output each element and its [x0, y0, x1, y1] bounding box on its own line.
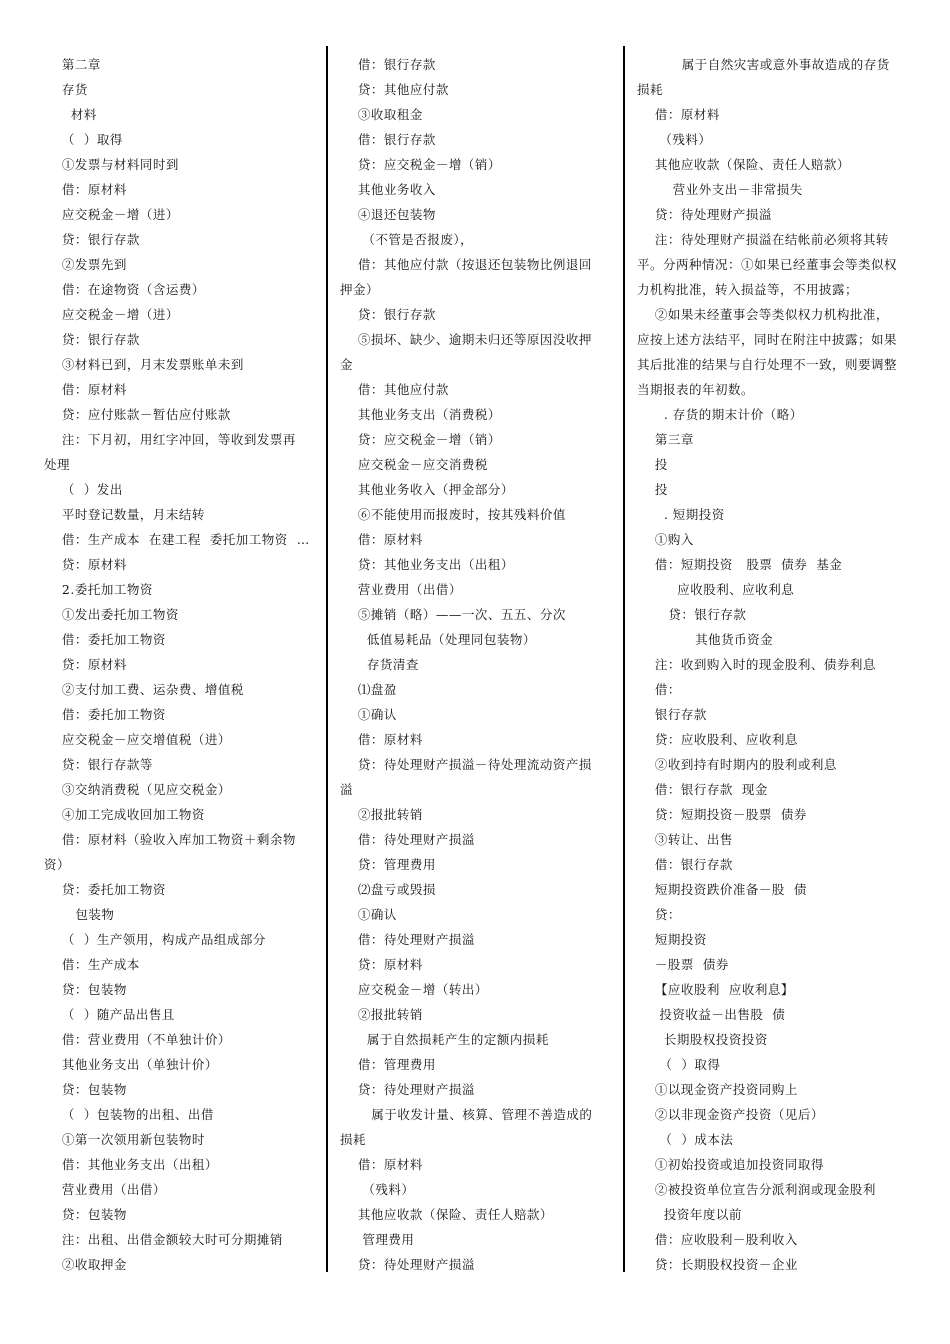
text-line: （ ）随产品出售且 — [44, 1007, 175, 1022]
text-line: 贷：银行存款 — [340, 307, 436, 322]
text-line: 贷：包装物 — [44, 982, 127, 997]
text-line: ②报批转销 — [340, 807, 423, 822]
text-line: 2.委托加工物资 — [44, 582, 153, 597]
text-line: ⑤损坏、缺少、逾期未归还等原因没收押 — [340, 332, 592, 347]
text-line: 其他应收款（保险、责任人赔款） — [637, 157, 850, 172]
text-line: ②被投资单位宣告分派利润或现金股利 — [637, 1182, 876, 1197]
text-line: 低值易耗品（处理同包装物） — [340, 632, 536, 647]
text-line: 押金） — [340, 282, 380, 297]
text-line: 其他业务支出（消费税） — [340, 407, 501, 422]
text-line: 应交税金－应交消费税 — [340, 457, 488, 472]
text-line: 营业外支出－非常损失 — [637, 182, 803, 197]
text-line: 属于自然损耗产生的定额内损耗 — [340, 1032, 549, 1047]
text-line: 贷：其他业务支出（出租） — [340, 557, 514, 572]
text-line: 其他业务收入（押金部分） — [340, 482, 514, 497]
text-line: 借：银行存款 — [340, 132, 436, 147]
text-line: ③材料已到，月末发票账单未到 — [44, 357, 244, 372]
text-line: 材料 — [44, 107, 97, 122]
text-line: 借：短期投资 股票 债券 基金 — [637, 557, 843, 572]
text-line: 【应收股利 应收利息】 — [637, 982, 794, 997]
text-line: 应交税金－应交增值税（进） — [44, 732, 231, 747]
text-line: 投资年度以前 — [637, 1207, 742, 1222]
text-line: 损耗 — [340, 1132, 367, 1147]
text-line: 应按上述方法结平，同时在附注中披露；如果 — [637, 332, 898, 347]
text-column-3 — [637, 52, 909, 1277]
text-line: －股票 债券 — [637, 957, 729, 972]
text-line: ①确认 — [340, 707, 397, 722]
text-line: 借：在途物资（含运费） — [44, 282, 205, 297]
text-line: 贷：短期投资－股票 债券 — [637, 807, 807, 822]
text-line: ⑵盘亏或毁损 — [340, 882, 436, 897]
text-line: 借：银行存款 — [340, 57, 436, 72]
text-line: 包装物 — [44, 907, 115, 922]
text-line: 贷：待处理财产损溢 — [637, 207, 772, 222]
text-line: 借：原材料（验收入库加工物资＋剩余物 — [44, 832, 296, 847]
text-line: （ ）生产领用，构成产品组成部分 — [44, 932, 266, 947]
text-line: ②发票先到 — [44, 257, 127, 272]
text-line: ①第一次领用新包装物时 — [44, 1132, 205, 1147]
text-line: 银行存款 — [637, 707, 707, 722]
text-line: （残料） — [637, 132, 712, 147]
text-line: ③收取租金 — [340, 107, 423, 122]
text-line: 借：其他业务支出（出租） — [44, 1157, 218, 1172]
text-line: 贷：委托加工物资 — [44, 882, 166, 897]
column-divider-left — [326, 46, 328, 1272]
column-divider-right — [623, 46, 625, 1272]
text-line: ①初始投资或追加投资同取得 — [637, 1157, 824, 1172]
text-line: 借：其他应付款（按退还包装物比例退回 — [340, 257, 592, 272]
text-line: ⑥不能使用而报废时，按其残料价值 — [340, 507, 566, 522]
text-line: 金 — [340, 357, 354, 372]
text-line: 属于自然灾害或意外事故造成的存货 — [637, 57, 890, 72]
text-line: 投 — [637, 457, 668, 472]
text-line: 注：待处理财产损溢在结帐前必须将其转 — [637, 232, 889, 247]
text-line: 贷：银行存款 — [44, 232, 140, 247]
text-line: 贷：银行存款 — [44, 332, 140, 347]
text-line: 借：原材料 — [637, 107, 720, 122]
text-line: 长期股权投资投资 — [637, 1032, 768, 1047]
text-line: 处理 — [44, 457, 71, 472]
text-line: 借：生产成本 — [44, 957, 140, 972]
text-line: ②如果未经董事会等类似权力机构批准， — [637, 307, 889, 322]
text-line: 平时登记数量，月末结转 — [44, 507, 205, 522]
text-line: 注：收到购入时的现金股利、债券利息 — [637, 657, 876, 672]
text-line: 贷：待处理财产损溢 — [340, 1257, 475, 1272]
text-line: （ ）包装物的出租、出借 — [44, 1107, 214, 1122]
text-line: ⑴盘盈 — [340, 682, 397, 697]
text-column-1 — [44, 52, 316, 1277]
text-line: 借：银行存款 — [637, 857, 733, 872]
text-line: . 存货的期末计价（略） — [637, 407, 803, 422]
text-line: 投 — [637, 482, 668, 497]
text-line: 第三章 — [637, 432, 694, 447]
text-line: 借：原材料 — [44, 382, 127, 397]
text-line: 第二章 — [44, 57, 101, 72]
text-line: 注：下月初，用红字冲回，等收到发票再 — [44, 432, 296, 447]
text-line: 贷：长期股权投资－企业 — [637, 1257, 798, 1272]
text-line: 溢 — [340, 782, 354, 797]
text-line: ①以现金资产投资同购上 — [637, 1082, 798, 1097]
text-line: 贷：原材料 — [340, 957, 423, 972]
text-line: ②报批转销 — [340, 1007, 423, 1022]
text-line: ③转让、出售 — [637, 832, 733, 847]
text-line: 属于收发计量、核算、管理不善造成的 — [340, 1107, 593, 1122]
text-line: ③交纳消费税（见应交税金） — [44, 782, 231, 797]
text-line: （ ）取得 — [637, 1057, 721, 1072]
text-line: （不管是否报废）， — [340, 232, 474, 247]
text-line: 资） — [44, 857, 71, 872]
text-line: （ ）发出 — [44, 482, 123, 497]
text-line: 贷：银行存款 — [637, 607, 747, 622]
text-line: 贷：应交税金－增（销） — [340, 157, 501, 172]
text-line: 贷：原材料 — [44, 557, 127, 572]
text-line: ①确认 — [340, 907, 397, 922]
text-line: 力机构批准，转入损益等，不用披露； — [637, 282, 859, 297]
text-line: 贷：应付账款－暂估应付账款 — [44, 407, 231, 422]
text-line: 当期报表的年初数。 — [637, 382, 755, 397]
text-line: 应交税金－增（转出） — [340, 982, 488, 997]
text-line: 借：营业费用（不单独计价） — [44, 1032, 231, 1047]
text-line: 损耗 — [637, 82, 664, 97]
text-line: 存货清查 — [340, 657, 419, 672]
text-column-2 — [340, 52, 612, 1277]
text-line: 存货 — [44, 82, 88, 97]
text-line: 应收股利、应收利息 — [637, 582, 795, 597]
text-line: 平。分两种情况：①如果已经董事会等类似权 — [637, 257, 898, 272]
text-line: （ ）取得 — [44, 132, 123, 147]
text-line: 应交税金－增（进） — [44, 307, 179, 322]
text-line: 借：委托加工物资 — [44, 632, 166, 647]
text-line: 借：原材料 — [340, 1157, 423, 1172]
text-line: ④退还包装物 — [340, 207, 436, 222]
text-line: 借：管理费用 — [340, 1057, 436, 1072]
text-line: . 短期投资 — [637, 507, 725, 522]
text-line: 借：原材料 — [340, 732, 423, 747]
text-line: 其他应收款（保险、责任人赔款） — [340, 1207, 553, 1222]
text-line: （ ）成本法 — [637, 1132, 734, 1147]
text-line: ②收取押金 — [44, 1257, 127, 1272]
text-line: 借：委托加工物资 — [44, 707, 166, 722]
text-line: 借：原材料 — [44, 182, 127, 197]
text-line: 贷：原材料 — [44, 657, 127, 672]
text-line: ①购入 — [637, 532, 694, 547]
text-line: ④加工完成收回加工物资 — [44, 807, 205, 822]
text-line: 借：原材料 — [340, 532, 423, 547]
text-line: ②以非现金资产投资（见后） — [637, 1107, 824, 1122]
text-line: 注：出租、出借金额较大时可分期摊销 — [44, 1232, 283, 1247]
text-line: 贷：银行存款等 — [44, 757, 153, 772]
text-line: 借： — [637, 682, 681, 697]
text-line: 投资收益－出售股 债 — [637, 1007, 786, 1022]
text-line: 其后批准的结果与自行处理不一致，则要调整 — [637, 357, 898, 372]
text-line: 应交税金－增（进） — [44, 207, 179, 222]
text-line: 借：其他应付款 — [340, 382, 449, 397]
text-line: 贷：其他应付款 — [340, 82, 449, 97]
text-line: 管理费用 — [340, 1232, 415, 1247]
text-line: 借：银行存款 现金 — [637, 782, 768, 797]
text-line: ②支付加工费、运杂费、增值税 — [44, 682, 244, 697]
text-line: 贷：应交税金－增（销） — [340, 432, 501, 447]
text-line: 借：待处理财产损溢 — [340, 932, 475, 947]
text-line: 其他业务收入 — [340, 182, 436, 197]
text-line: 借：应收股利－股利收入 — [637, 1232, 798, 1247]
text-line: 贷： — [637, 907, 681, 922]
text-line: 贷：包装物 — [44, 1082, 127, 1097]
text-line: 营业费用（出借） — [340, 582, 462, 597]
text-line: 营业费用（出借） — [44, 1182, 166, 1197]
text-line: 短期投资 — [637, 932, 707, 947]
text-line: ①发票与材料同时到 — [44, 157, 179, 172]
text-line: 贷：包装物 — [44, 1207, 127, 1222]
text-line: ②收到持有时期内的股利或利息 — [637, 757, 837, 772]
text-line: 借：待处理财产损溢 — [340, 832, 475, 847]
text-line: 其他业务支出（单独计价） — [44, 1057, 218, 1072]
text-line: 借：生产成本 在建工程 委托加工物资 … — [44, 532, 310, 547]
text-line: ①发出委托加工物资 — [44, 607, 179, 622]
text-line: 贷：应收股利、应收利息 — [637, 732, 798, 747]
text-line: ⑤摊销（略）——一次、五五、分次 — [340, 607, 566, 622]
text-line: 其他货币资金 — [637, 632, 774, 647]
text-line: （残料） — [340, 1182, 415, 1197]
text-line: 短期投资跌价准备－股 债 — [637, 882, 807, 897]
text-line: 贷：待处理财产损溢 — [340, 1082, 475, 1097]
text-line: 贷：管理费用 — [340, 857, 436, 872]
text-line: 贷：待处理财产损溢－待处理流动资产损 — [340, 757, 592, 772]
